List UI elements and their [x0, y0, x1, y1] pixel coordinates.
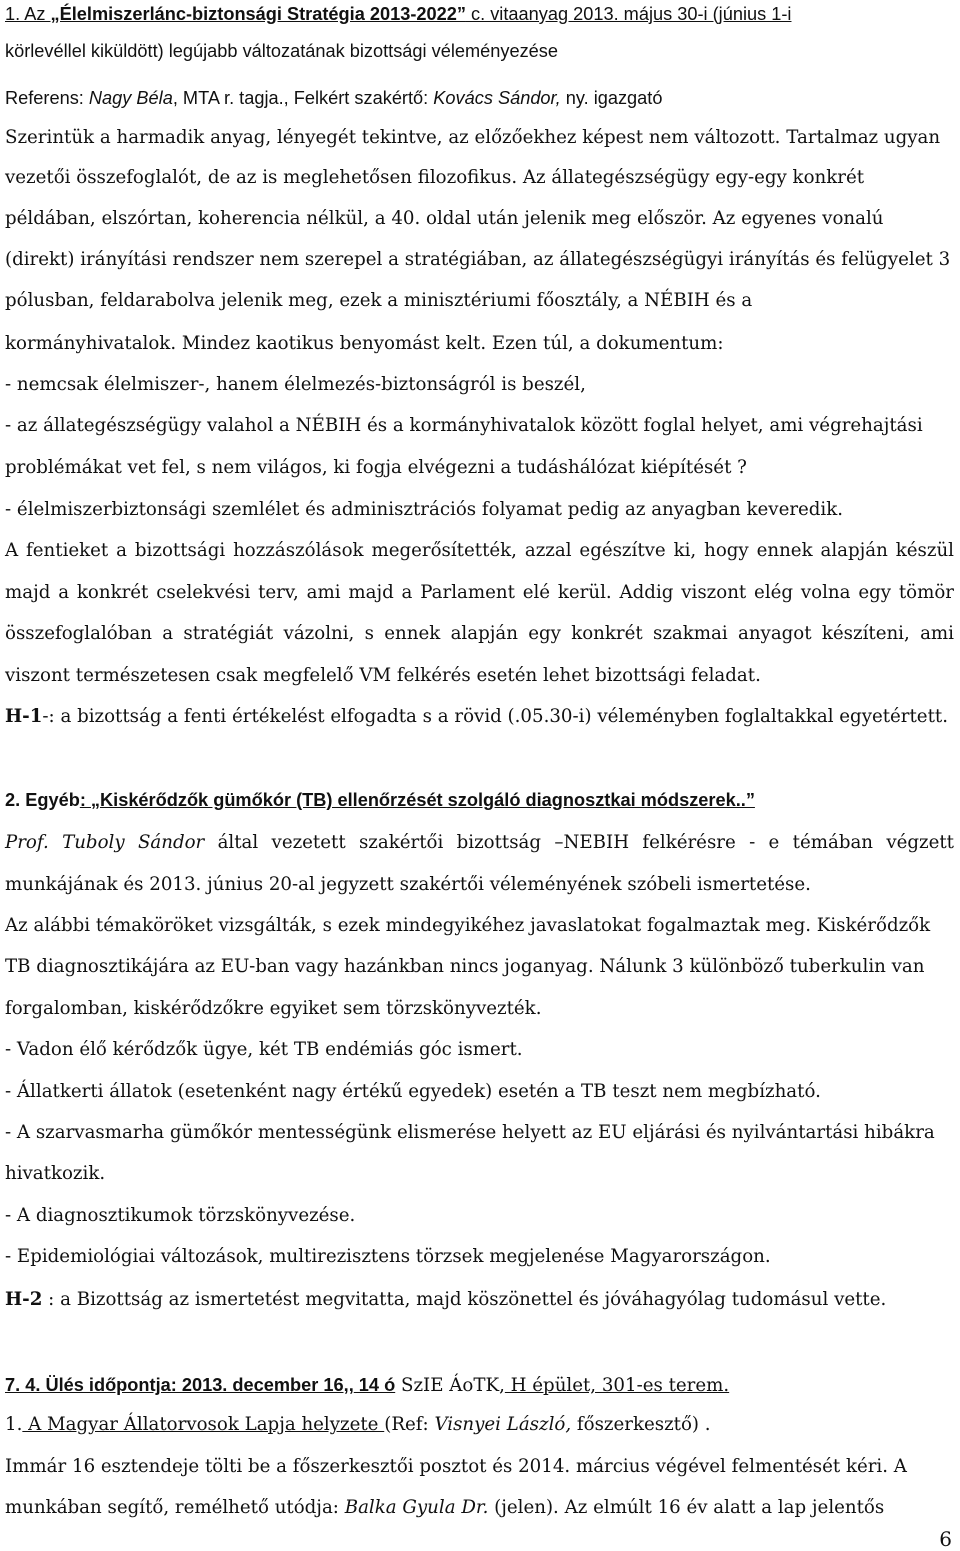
paragraph-line [5, 831, 954, 855]
section-1-heading-rest: c. vitaanyag 2013. május 30-i (június 1-i [465, 4, 792, 24]
paragraph-line: pólusban, feldarabolva jelenik meg, ezek a minisztériumi főosztály, a NÉBIH és a [5, 290, 753, 311]
paragraph-line: vezetői összefoglalót, de az is meglehetősen filozofikus. Az állategészségügy egy-egy konkrét [5, 167, 865, 188]
paragraph-line: Az alábbi témaköröket vizsgálták, s ezek mindegyikéhez javaslatokat fogalmaztak meg. Kiskérődzők [5, 915, 931, 936]
resolution-h2 [5, 1288, 954, 1312]
list-item: - A diagnosztikumok törzskönyvezése. [5, 1205, 356, 1226]
list-item: - Vadon élő kérődzők ügye, két TB endémiás góc ismert. [5, 1039, 523, 1060]
paragraph-line: majd a konkrét cselekvési terv, ami majd a Parlament elé kerül. Addig viszont elég volna egy tömör [5, 582, 954, 603]
referens-detail: , MTA r. tagja., Felkért szakértő: [172, 88, 434, 108]
list-item: - Epidemiológiai változások, multirezisztens törzsek megjelenése Magyarországon. [5, 1246, 771, 1267]
professor-name: Prof. Tuboly Sándor [5, 832, 205, 853]
meeting-date-separator: , [348, 1375, 354, 1395]
list-item: - élelmiszerbiztonsági szemlélet és adminisztrációs folyamat pedig az anyagban keveredik. [5, 499, 844, 520]
paragraph-text: (jelen). Az elmúlt 16 év alatt a lap jelentős [488, 1497, 885, 1518]
paragraph-text: által vezetett szakértői bizottság –NEBIH felkérésre - e témában végzett [204, 832, 954, 853]
meeting-location: SzIE ÁoTK, [395, 1375, 505, 1396]
paragraph-line: kormányhivatalok. Mindez kaotikus benyomást kelt. Ezen túl, a dokumentum: [5, 333, 724, 354]
section-2-heading [5, 788, 954, 812]
section-2-title: : „Kiskérődzők gümőkór (TB) ellenőrzését szolgáló diagnosztkai módszerek..” [79, 790, 755, 810]
list-item: - A szarvasmarha gümőkór mentességünk elismerése helyett az EU eljárási és nyilvántartási hibákra [5, 1122, 935, 1143]
meeting-time: 14 ó [353, 1375, 396, 1395]
agenda-item [5, 1413, 954, 1437]
paragraph-line: forgalomban, kiskérődzőkre egyiket sem törzskönyvezték. [5, 998, 542, 1019]
meeting-heading [5, 1373, 954, 1398]
section-1-title: „Élelmiszerlánc-biztonsági Stratégia 2013-2022” [50, 4, 466, 24]
successor-name: Balka Gyula Dr. [344, 1497, 489, 1518]
list-item: - az állategészségügy valahol a NÉBIH és a kormányhivatalok között foglal helyet, ami végrehajtási [5, 415, 923, 436]
section-1-heading [5, 2, 954, 26]
resolution-text: : a Bizottság az ismertetést megvitatta, majd köszönettel és jóváhagyólag tudomásul vette. [42, 1289, 887, 1310]
meeting-room: H épület, 301-es terem. [504, 1375, 730, 1396]
referens-line [5, 86, 954, 110]
referens-name: Nagy Béla [88, 88, 173, 108]
meeting-date: 7. 4. Ülés időpontja: 2013. december 16, [5, 1375, 349, 1395]
agenda-item-title: A Magyar Állatorvosok Lapja helyzete [22, 1414, 385, 1435]
agenda-item-ref-label: (Ref: [384, 1414, 435, 1435]
paragraph-line [5, 1496, 954, 1520]
section-1-number: 1. Az [5, 4, 51, 24]
paragraph-line: példában, elszórtan, koherencia nélkül, a 40. oldal után jelenik meg először. Az egyenes vonalú [5, 208, 884, 229]
paragraph-line: összefoglalóban a stratégiát vázolni, s ennek alapján egy konkrét szakmai anyagot készíteni, ami [5, 623, 954, 644]
paragraph-line: viszont természetesen csak megfelelő VM felkérés esetén lehet bizottsági feladat. [5, 665, 761, 686]
expert-title: ny. igazgató [560, 88, 663, 108]
paragraph-line: munkájának és 2013. június 20-al jegyzett szakértői véleményének szóbeli ismertetése. [5, 874, 811, 895]
paragraph-line: A fentieket a bizottsági hozzászólások megerősítették, azzal egészítve ki, hogy ennek alapján készül [5, 540, 954, 561]
section-2-label: 2. Egyéb [5, 790, 80, 810]
paragraph-line: Szerintük a harmadik anyag, lényegét tekintve, az előzőekhez képest nem változott. Tartalmaz ugyan [5, 127, 941, 148]
list-item: - nemcsak élelmiszer-, hanem élelmezés-biztonságról is beszél, [5, 374, 586, 395]
page-number: 6 [939, 1527, 952, 1551]
paragraph-line: TB diagnosztikájára az EU-ban vagy hazánkban nincs joganyag. Nálunk 3 különböző tuberkulin van [5, 956, 925, 977]
expert-name: Kovács Sándor, [433, 88, 561, 108]
agenda-item-ref-role: főszerkesztő) . [571, 1414, 711, 1435]
paragraph-line: Immár 16 esztendeje tölti be a főszerkesztői posztot és 2014. március végével felmentését kéri. A [5, 1456, 907, 1477]
resolution-code: H-2 [5, 1289, 43, 1310]
section-1-heading-line-2: körlevéllel kiküldött) legújabb változatának bizottsági véleményezése [5, 41, 559, 61]
paragraph-text: munkában segítő, remélhető utódja: [5, 1497, 345, 1518]
resolution-code: H-1 [5, 706, 43, 727]
agenda-item-referent: Visnyei László, [434, 1414, 572, 1435]
list-item-continued: problémákat vet fel, s nem világos, ki fogja elvégezni a tudáshálózat kiépítését ? [5, 457, 747, 478]
agenda-item-number: 1. [5, 1414, 23, 1435]
resolution-h1 [5, 705, 954, 729]
list-item: - Állatkerti állatok (esetenként nagy értékű egyedek) esetén a TB teszt nem megbízható. [5, 1081, 821, 1102]
resolution-text: -: a bizottság a fenti értékelést elfogadta s a rövid (.05.30-i) véleményben foglaltakkal egyetértett. [42, 706, 948, 727]
paragraph-line: (direkt) irányítási rendszer nem szerepel a stratégiában, az állategészségügyi irányítás és felügyelet 3 [5, 249, 951, 270]
list-item-continued: hivatkozik. [5, 1163, 106, 1184]
referens-label: Referens: [5, 88, 89, 108]
